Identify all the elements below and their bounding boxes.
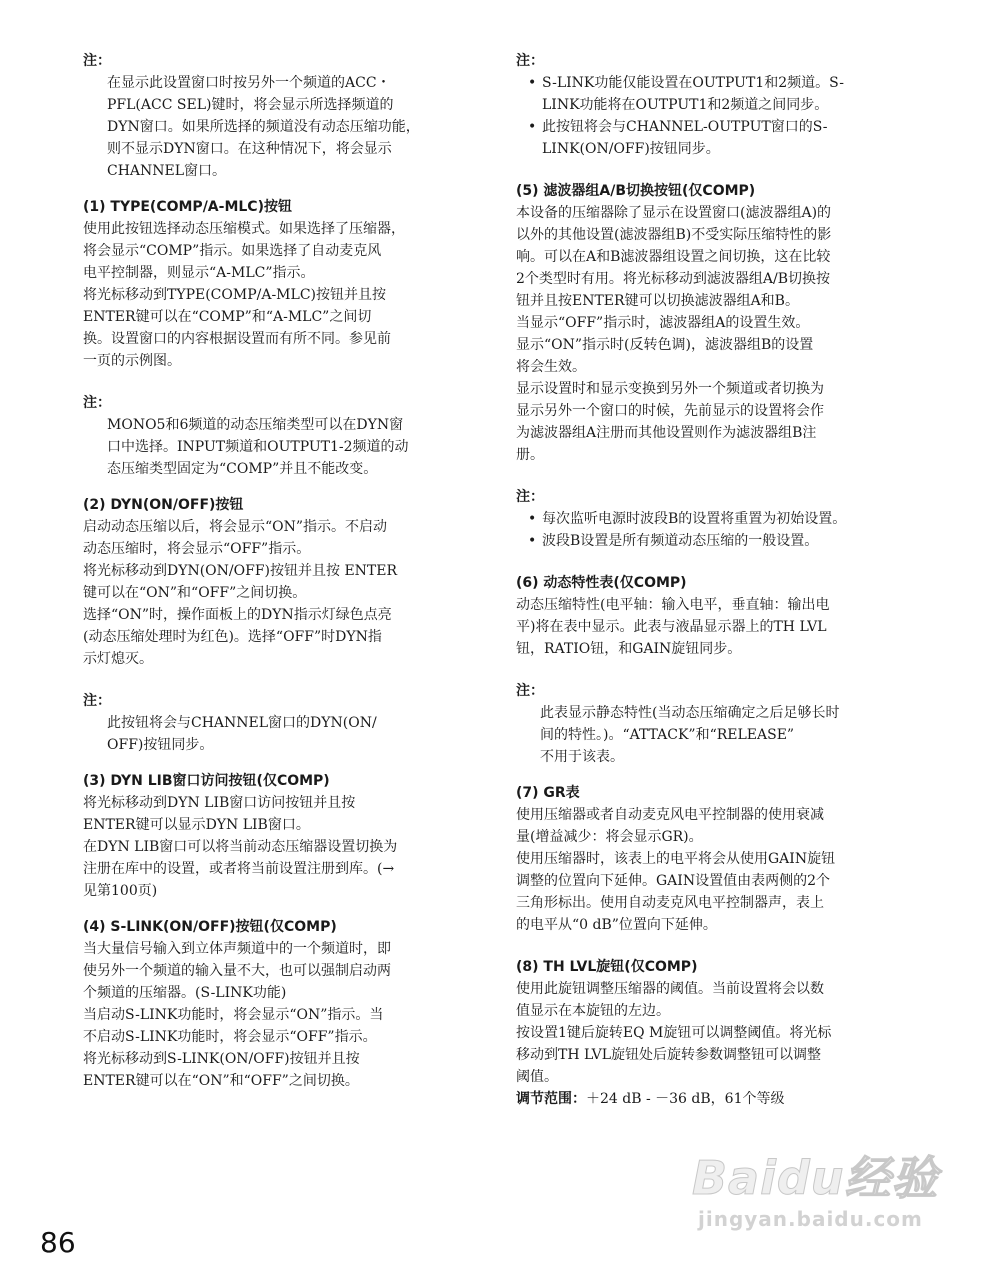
text-line: 使用压缩器或者自动麦克风电平控制器的使用衰减 [516,807,824,823]
note-line: DYN窗口。如果所选择的频道没有动态压缩功能， [107,119,420,135]
text-line: 启动动态压缩以后，将会显示“ON”指示。不启动 [83,519,388,535]
note-line: 态压缩类型固定为“COMP”并且不能改变。 [107,461,378,477]
text-line: 平)将在表中显示。此表与液晶显示器上的TH LVL [516,619,827,635]
bullet-line: LINK功能将在OUTPUT1和2频道之间同步。 [542,97,829,113]
text-line: 电平控制器，则显示“A-MLC”指示。 [83,265,315,281]
text-line: 移动到TH LVL旋钮处后旋转参数调整钮可以调整 [516,1047,822,1063]
text-line: 按设置1键后旋转EQ M旋钮可以调整阈值。将光标 [516,1025,832,1041]
text-line: 显示另外一个窗口的时候，先前显示的设置将会作 [516,403,824,419]
text-line: 一页的示例图。 [83,353,181,369]
text-line: 换。设置窗口的内容根据设置而有所不同。参见前 [83,331,391,347]
adjust-range [516,1088,908,1110]
note-line: CHANNEL窗口。 [107,163,227,179]
bullet-line: • 每次监听电源时波段B的设置将重置为初始设置。 [542,511,847,527]
text-line: 当大量信号输入到立体声频道中的一个频道时，即 [83,941,391,957]
text-line: ENTER键可以在“COMP”和“A-MLC”之间切 [83,309,372,325]
text-line: 阈值。 [516,1069,558,1085]
note-body [540,702,908,768]
section-body [516,594,908,660]
text-line: 将会生效。 [516,359,586,375]
text-line: 不启动S-LINK功能时，将会显示“OFF”指示。 [83,1029,377,1045]
note-line: OFF)按钮同步。 [107,737,214,753]
text-line: ENTER键可以显示DYN LIB窗口。 [83,817,310,833]
list-item [516,72,908,116]
note-line: MONO5和6频道的动态压缩类型可以在DYN窗 [107,417,404,433]
text-line: 当显示“OFF”指示时，滤波器组A的设置生效。 [516,315,810,331]
section-heading-dynamics-chart: (6) 动态特性表(仅COMP) [516,575,687,591]
note-label: 注： [516,683,544,699]
note-label: 注： [516,53,544,69]
bullet-line: LINK(ON/OFF)按钮同步。 [542,141,720,157]
section-body [516,202,908,466]
text-line: 使用此旋钮调整压缩器的阈值。当前设置将会以数 [516,981,824,997]
text-line: 动态压缩特性(电平轴：输入电平，垂直轴：输出电 [516,597,830,613]
adjust-range-value: ＋24 dB - －36 dB，61个等级 [586,1091,785,1107]
text-line: 使另外一个频道的输入量不大，也可以强制启动两 [83,963,391,979]
text-line: 调整的位置向下延伸。GAIN设置值由表两侧的2个 [516,873,830,889]
right-column [516,50,908,1110]
note-line: 此表显示静态特性(当动态压缩确定之后足够长时 [540,705,840,721]
note-line: 间的特性。)。“ATTACK”和“RELEASE” [540,727,795,743]
text-line: 将光标移动到DYN(ON/OFF)按钮并且按 ENTER [83,563,398,579]
text-line: 量(增益减少：将会显示GR)。 [516,829,703,845]
watermark-logo: Baidu经验 [692,1151,939,1205]
note-line: 口中选择。INPUT频道和OUTPUT1-2频道的动 [107,439,409,455]
text-line: 2个类型时有用。将光标移动到滤波器组A/B切换按 [516,271,831,287]
text-line: ENTER键可以在“ON”和“OFF”之间切换。 [83,1073,359,1089]
note-bullet-list [516,508,908,552]
bullet-line: • 此按钮将会与CHANNEL-OUTPUT窗口的S- [542,119,828,135]
text-line: 选择“ON”时，操作面板上的DYN指示灯绿色点亮 [83,607,392,623]
text-line: 值显示在本旋钮的左边。 [516,1003,670,1019]
list-item [516,530,908,552]
text-line: 钮，RATIO钮，和GAIN旋钮同步。 [516,641,742,657]
text-line: 键可以在“ON”和“OFF”之间切换。 [83,585,307,601]
text-line: 以外的其他设置(滤波器组B)不受实际压缩特性的影 [516,227,832,243]
section-heading-type-button: (1) TYPE(COMP/A-MLC)按钮 [83,199,292,215]
bullet-line: • S-LINK功能仅能设置在OUTPUT1和2频道。S- [542,75,844,91]
section-heading-th-lvl-knob: (8) TH LVL旋钮(仅COMP) [516,959,698,975]
text-line: 册。 [516,447,544,463]
text-line: 将光标移动到TYPE(COMP/A-MLC)按钮并且按 [83,287,386,303]
text-line: 本设备的压缩器除了显示在设置窗口(滤波器组A)的 [516,205,832,221]
note-line: 在显示此设置窗口时按另外一个频道的ACC・ [107,75,391,91]
note-bullet-list [516,72,908,160]
section-body [83,792,471,902]
section-body [516,978,908,1110]
left-column [83,50,471,1092]
text-line: 将光标移动到DYN LIB窗口访问按钮并且按 [83,795,356,811]
note-line: 此按钮将会与CHANNEL窗口的DYN(ON/ [107,715,377,731]
section-heading-dyn-lib-button: (3) DYN LIB窗口访问按钮(仅COMP) [83,773,330,789]
text-line: (动态压缩处理时为红色)。选择“OFF”时DYN指 [83,629,382,645]
text-line: 将会显示“COMP”指示。如果选择了自动麦克风 [83,243,382,259]
note-body [107,72,471,182]
baidu-watermark [692,1150,942,1250]
text-line: 钮并且按ENTER键可以切换滤波器组A和B。 [516,293,799,309]
text-line: 动态压缩时，将会显示“OFF”指示。 [83,541,311,557]
text-line: 三角形标出。使用自动麦克风电平控制器声，表上 [516,895,824,911]
text-line: 见第100页) [83,883,158,899]
text-line: 使用压缩器时，该表上的电平将会从使用GAIN旋钮 [516,851,836,867]
note-label: 注： [516,489,544,505]
section-body [516,804,908,936]
note-body [107,712,471,756]
note-body [107,414,471,480]
note-label: 注： [83,53,111,69]
bullet-line: • 波段B设置是所有频道动态压缩的一般设置。 [542,533,819,549]
section-body [83,938,471,1092]
text-line: 当启动S-LINK功能时，将会显示“ON”指示。当 [83,1007,384,1023]
text-line: 在DYN LIB窗口可以将当前动态压缩器设置切换为 [83,839,398,855]
adjust-range-label: 调节范围： [516,1091,586,1107]
section-heading-gr-meter: (7) GR表 [516,785,580,801]
text-line: 个频道的压缩器。(S-LINK功能) [83,985,287,1001]
section-heading-filter-bank-button: (5) 滤波器组A/B切换按钮(仅COMP) [516,183,756,199]
note-label: 注： [83,693,111,709]
note-label: 注： [83,395,111,411]
list-item [516,508,908,530]
text-line: 显示设置时和显示变换到另外一个频道或者切换为 [516,381,824,397]
text-line: 示灯熄灭。 [83,651,153,667]
watermark-url: jingyan.baidu.com [698,1207,923,1231]
page-number: 86 [40,1226,76,1259]
text-line: 注册在库中的设置，或者将当前设置注册到库。(→ [83,861,395,877]
section-heading-s-link-button: (4) S-LINK(ON/OFF)按钮(仅COMP) [83,919,337,935]
note-line: PFL(ACC SEL)键时，将会显示所选择频道的 [107,97,394,113]
section-body [83,516,471,670]
section-body [83,218,471,372]
text-line: 的电平从“0 dB”位置向下延伸。 [516,917,717,933]
text-line: 将光标移动到S-LINK(ON/OFF)按钮并且按 [83,1051,360,1067]
text-line: 使用此按钮选择动态压缩模式。如果选择了压缩器， [83,221,405,237]
section-heading-dyn-button: (2) DYN(ON/OFF)按钮 [83,497,244,513]
text-line: 为滤波器组A注册而其他设置则作为滤波器组B注 [516,425,817,441]
text-line: 显示“ON”指示时(反转色调)，滤波器组B的设置 [516,337,814,353]
text-line: 响。可以在A和B滤波器组设置之间切换，这在比较 [516,249,831,265]
note-line: 不用于该表。 [540,749,624,765]
note-line: 则不显示DYN窗口。在这种情况下，将会显示 [107,141,392,157]
list-item [516,116,908,160]
